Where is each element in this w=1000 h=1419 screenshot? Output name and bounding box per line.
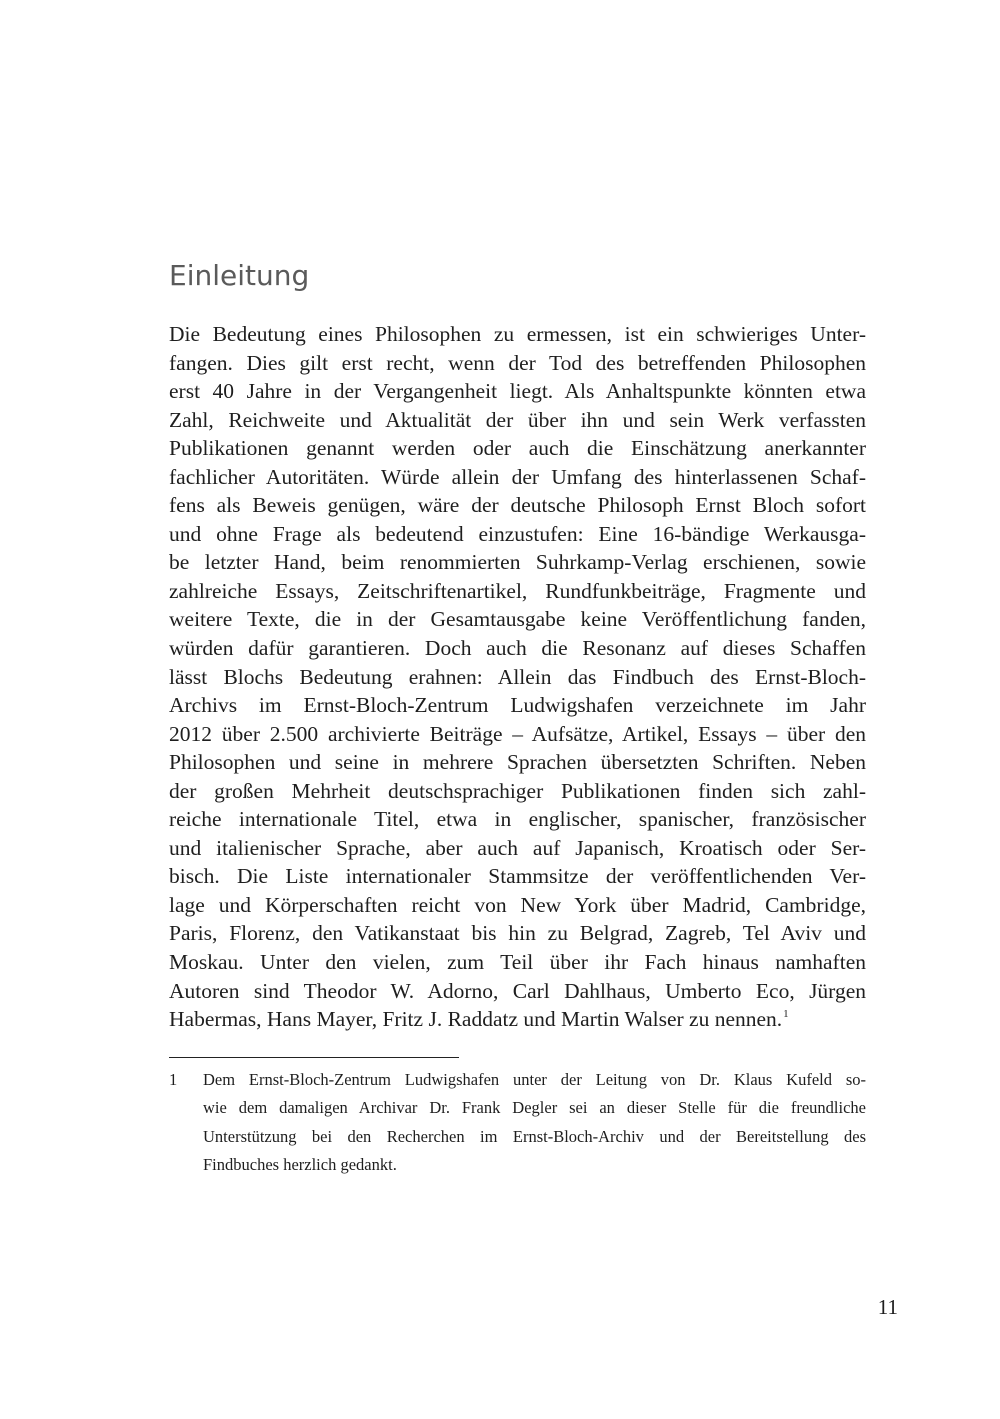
text-line: würden dafür garantieren. Doch auch die Resonanz auf dieses Schaffen <box>169 636 866 661</box>
text-line: fangen. Dies gilt erst recht, wenn der Tod des betreffenden Philosophen <box>169 350 866 375</box>
footnote-line: Findbuches herzlich gedankt. <box>203 1155 397 1175</box>
text-line: Moskau. Unter den vielen, zum Teil über ihr Fach hinaus namhaften <box>169 950 866 975</box>
footnote-line: Unterstützung bei den Recherchen im Ernst-Bloch-Archiv und der Bereitstellung des <box>203 1126 866 1146</box>
text-line: der großen Mehrheit deutschsprachiger Publikationen finden sich zahl- <box>169 778 866 803</box>
text-line: zahlreiche Essays, Zeitschriftenartikel, Rundfunkbeiträge, Fragmente und <box>169 578 866 603</box>
text-line-content: Habermas, Hans Mayer, Fritz J. Raddatz und Martin Walser zu nennen. <box>169 1007 783 1032</box>
text-line: fens als Beweis genügen, wäre der deutsche Philosoph Ernst Bloch sofort <box>169 493 866 518</box>
body-paragraph <box>169 320 866 1034</box>
text-line: 2012 über 2.500 archivierte Beiträge – Aufsätze, Artikel, Essays – über den <box>169 721 866 746</box>
text-line: erst 40 Jahre in der Vergangenheit liegt. Als Anhaltspunkte könnten etwa <box>169 379 866 404</box>
footnote-text <box>203 1066 866 1180</box>
footnote-line: Dem Ernst-Bloch-Zentrum Ludwigshafen unter der Leitung von Dr. Klaus Kufeld so- <box>203 1070 866 1089</box>
text-line: fachlicher Autoritäten. Würde allein der Umfang des hinterlassenen Schaf- <box>169 464 866 489</box>
text-line: Autoren sind Theodor W. Adorno, Carl Dahlhaus, Umberto Eco, Jürgen <box>169 978 866 1003</box>
text-line: be letzter Hand, beim renommierten Suhrkamp-Verlag erschienen, sowie <box>169 550 866 575</box>
footnote-divider <box>169 1057 459 1058</box>
text-line: Die Bedeutung eines Philosophen zu ermessen, ist ein schwieriges Unter- <box>169 322 866 346</box>
footnote-number: 1 <box>169 1070 178 1089</box>
text-line: Paris, Florenz, den Vatikanstaat bis hin zu Belgrad, Zagreb, Tel Aviv und <box>169 921 866 946</box>
text-line: lage und Körperschaften reicht von New York über Madrid, Cambridge, <box>169 892 866 917</box>
text-line: Archivs im Ernst-Bloch-Zentrum Ludwigshafen verzeichnete im Jahr <box>169 693 866 718</box>
text-line: Publikationen genannt werden oder auch die Einschätzung anerkannter <box>169 436 866 461</box>
text-line: lässt Blochs Bedeutung erahnen: Allein das Findbuch des Ernst-Bloch- <box>169 664 866 689</box>
text-line: Zahl, Reichweite und Aktualität der über ihn und sein Werk verfassten <box>169 407 866 432</box>
page-number: 11 <box>877 1295 898 1319</box>
text-line: Philosophen und seine in mehrere Sprachen übersetzten Schriften. Neben <box>169 750 866 775</box>
footnote-reference[interactable]: 1 <box>783 1008 789 1021</box>
text-line: weitere Texte, die in der Gesamtausgabe keine Veröffentlichung fanden, <box>169 607 866 632</box>
text-line: und italienischer Sprache, aber auch auf Japanisch, Kroatisch oder Ser- <box>169 835 866 860</box>
footnote-line: wie dem damaligen Archivar Dr. Frank Degler sei an dieser Stelle für die freundliche <box>203 1098 866 1118</box>
chapter-heading: Einleitung <box>169 259 310 292</box>
text-line: bisch. Die Liste internationaler Stammsitze der veröffentlichenden Ver- <box>169 864 866 889</box>
text-line: reiche internationale Titel, etwa in englischer, spanischer, französischer <box>169 807 866 832</box>
text-line-last <box>169 1005 866 1034</box>
text-line: und ohne Frage als bedeutend einzustufen: Eine 16-bändige Werkausga- <box>169 521 866 546</box>
